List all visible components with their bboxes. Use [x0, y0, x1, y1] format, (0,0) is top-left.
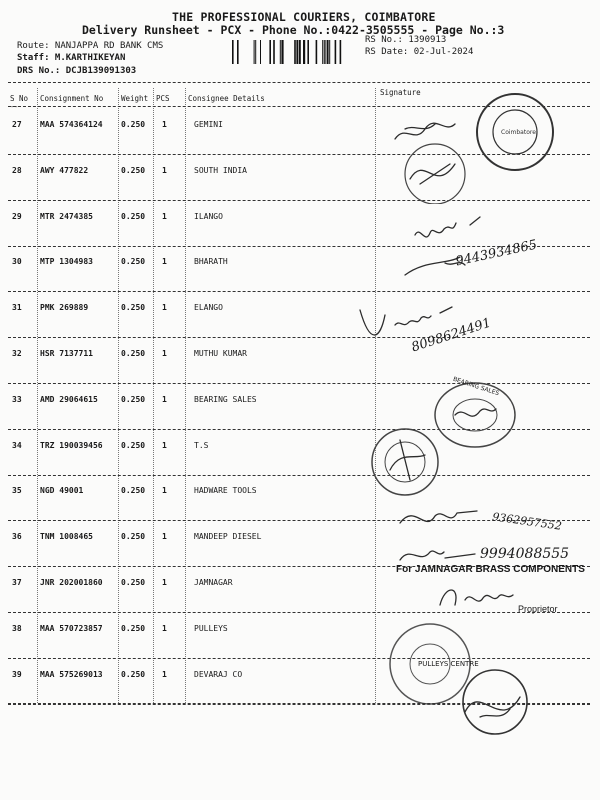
- col-header-signature: Signature: [380, 88, 421, 97]
- row-weight: 0.250: [121, 349, 146, 358]
- barcode-bar: [237, 40, 239, 64]
- row-weight: 0.250: [121, 486, 146, 495]
- row-consignee: DEVARAJ CO: [194, 670, 243, 679]
- row-pcs: 1: [162, 212, 167, 221]
- barcode-bar: [303, 40, 305, 64]
- row-consignment-number: HSR 7137711: [40, 349, 93, 358]
- barcode-bar: [280, 40, 281, 64]
- barcode-bar: [255, 40, 256, 64]
- row-consignee: SOUTH INDIA: [194, 166, 247, 175]
- barcode-bar: [335, 40, 337, 64]
- barcode-bar: [327, 40, 329, 64]
- row-sno: 38: [12, 624, 22, 633]
- pulleys-stamp-text: PULLEYS CENTRE: [418, 660, 479, 668]
- row-sno: 32: [12, 349, 22, 358]
- row-pcs: 1: [162, 257, 167, 266]
- row-weight: 0.250: [121, 578, 146, 587]
- barcode-bar: [294, 40, 296, 64]
- phone-annotation-bharath: 9443934865: [454, 237, 539, 270]
- phone-annotation-hadware: 9362957552: [491, 510, 563, 533]
- row-sno: 39: [12, 670, 22, 679]
- barcode-image: [232, 40, 356, 64]
- row-sno: 27: [12, 120, 22, 129]
- row-pcs: 1: [162, 670, 167, 679]
- row-weight: 0.250: [121, 624, 146, 633]
- row-weight: 0.250: [121, 257, 146, 266]
- barcode-bar: [324, 40, 325, 64]
- barcode-bar: [232, 40, 234, 64]
- row-weight: 0.250: [121, 212, 146, 221]
- row-divider: [8, 154, 590, 155]
- row-consignment-number: MAA 570723857: [40, 624, 103, 633]
- barcode-bar: [281, 40, 283, 64]
- row-pcs: 1: [162, 624, 167, 633]
- row-consignment-number: AWY 477822: [40, 166, 89, 175]
- row-pcs: 1: [162, 120, 167, 129]
- row-sno: 36: [12, 532, 22, 541]
- row-divider: [8, 291, 590, 292]
- column-rule: [37, 88, 38, 703]
- row-divider: [8, 337, 590, 338]
- barcode-bar: [254, 40, 255, 64]
- header-divider: [8, 82, 590, 83]
- signature-ilango: [375, 205, 595, 325]
- row-sno: 30: [12, 257, 22, 266]
- row-consignment-number: MTR 2474385: [40, 212, 93, 221]
- row-consignment-number: AMD 29064615: [40, 395, 98, 404]
- drs-number: DRS No.: DCJB139091303: [17, 66, 137, 76]
- row-consignee: ELANGO: [194, 303, 223, 312]
- svg-text:Coimbatore: Coimbatore: [501, 129, 536, 136]
- row-weight: 0.250: [121, 441, 146, 450]
- row-divider: [8, 429, 590, 430]
- col-header-consignment: Consignment No: [40, 94, 104, 103]
- row-consignee: BEARING SALES: [194, 395, 257, 404]
- row-sno: 33: [12, 395, 22, 404]
- document-subtitle: Delivery Runsheet - PCX - Phone No.:0422-3505555 - Page No.:3: [82, 23, 505, 37]
- row-pcs: 1: [162, 578, 167, 587]
- row-consignee: MUTHU KUMAR: [194, 349, 247, 358]
- gemini-stamp-image: [375, 84, 595, 204]
- rs-number: RS No.: 1390913: [365, 35, 447, 45]
- row-consignment-number: TRZ 190039456: [40, 441, 103, 450]
- row-consignment-number: TNM 1008465: [40, 532, 93, 541]
- barcode-bar: [340, 40, 342, 64]
- row-divider: [8, 658, 590, 659]
- barcode-bar: [316, 40, 318, 64]
- barcode-bar: [299, 40, 301, 64]
- row-sno: 37: [12, 578, 22, 587]
- row-consignment-number: MAA 575269013: [40, 670, 103, 679]
- col-header-sno: S No: [10, 94, 29, 103]
- barcode-bar: [325, 40, 326, 64]
- row-pcs: 1: [162, 303, 167, 312]
- barcode-bar: [322, 40, 323, 64]
- row-weight: 0.250: [121, 120, 146, 129]
- row-consignee: BHARATH: [194, 257, 228, 266]
- row-pcs: 1: [162, 166, 167, 175]
- row-sno: 31: [12, 303, 22, 312]
- row-divider: [8, 704, 590, 705]
- row-weight: 0.250: [121, 166, 146, 175]
- proprietor-label: Proprietor: [518, 604, 558, 614]
- barcode-bar: [307, 40, 309, 64]
- barcode-bar: [260, 40, 261, 64]
- route-label: Route: NANJAPPA RD BANK CMS: [17, 41, 164, 51]
- col-header-marker: --: [10, 103, 19, 111]
- barcode-bar: [269, 40, 271, 64]
- phone-annotation-mandeep: 9994088555: [480, 546, 570, 562]
- row-pcs: 1: [162, 532, 167, 541]
- row-sno: 28: [12, 166, 22, 175]
- barcode-bar: [329, 40, 330, 64]
- row-pcs: 1: [162, 395, 167, 404]
- row-divider: [8, 612, 590, 613]
- row-consignment-number: MAA 574364124: [40, 120, 103, 129]
- row-consignee: MANDEEP DIESEL: [194, 532, 262, 541]
- row-consignment-number: JNR 202001860: [40, 578, 103, 587]
- row-consignee: JAMNAGAR: [194, 578, 233, 587]
- column-header-divider: [8, 106, 590, 107]
- row-consignment-number: MTP 1304983: [40, 257, 93, 266]
- row-divider: [8, 383, 590, 384]
- staff-label: Staff: M.KARTHIKEYAN: [17, 53, 126, 63]
- row-sno: 29: [12, 212, 22, 221]
- row-sno: 34: [12, 441, 22, 450]
- row-weight: 0.250: [121, 395, 146, 404]
- row-pcs: 1: [162, 486, 167, 495]
- row-consignee: ILANGO: [194, 212, 223, 221]
- row-consignee: GEMINI: [194, 120, 223, 129]
- pulleys-devaraj-stamps-image: [385, 622, 585, 742]
- column-rule: [375, 88, 376, 703]
- row-pcs: 1: [162, 349, 167, 358]
- barcode-bar: [273, 40, 275, 64]
- signature-jamnagar: [430, 580, 550, 620]
- row-consignee: PULLEYS: [194, 624, 228, 633]
- column-rule: [153, 88, 154, 703]
- barcode-bar: [296, 40, 298, 64]
- row-weight: 0.250: [121, 670, 146, 679]
- rs-date: RS Date: 02-Jul-2024: [365, 47, 474, 57]
- row-pcs: 1: [162, 441, 167, 450]
- bearing-stamp-text: BEARING SALES: [452, 375, 500, 398]
- row-consignee: T.S: [194, 441, 209, 450]
- column-rule: [118, 88, 119, 703]
- col-header-weight: Weight: [121, 94, 149, 103]
- signature-hadware: [395, 498, 485, 538]
- row-sno: 35: [12, 486, 22, 495]
- footer-divider: [8, 703, 590, 704]
- row-divider: [8, 475, 590, 476]
- col-header-pcs: PCS: [156, 94, 170, 103]
- jamnagar-company-label: For JAMNAGAR BRASS COMPONENTS: [396, 564, 585, 575]
- row-consignment-number: PMK 269889: [40, 303, 89, 312]
- row-weight: 0.250: [121, 532, 146, 541]
- col-header-consignee: Consignee Details: [188, 94, 265, 103]
- document-title: THE PROFESSIONAL COURIERS, COIMBATORE: [172, 10, 436, 24]
- row-divider: [8, 200, 590, 201]
- row-weight: 0.250: [121, 303, 146, 312]
- row-consignment-number: NGD 49001: [40, 486, 84, 495]
- column-rule: [185, 88, 186, 703]
- row-consignee: HADWARE TOOLS: [194, 486, 257, 495]
- phone-annotation-muthu: 8098624491: [409, 315, 494, 356]
